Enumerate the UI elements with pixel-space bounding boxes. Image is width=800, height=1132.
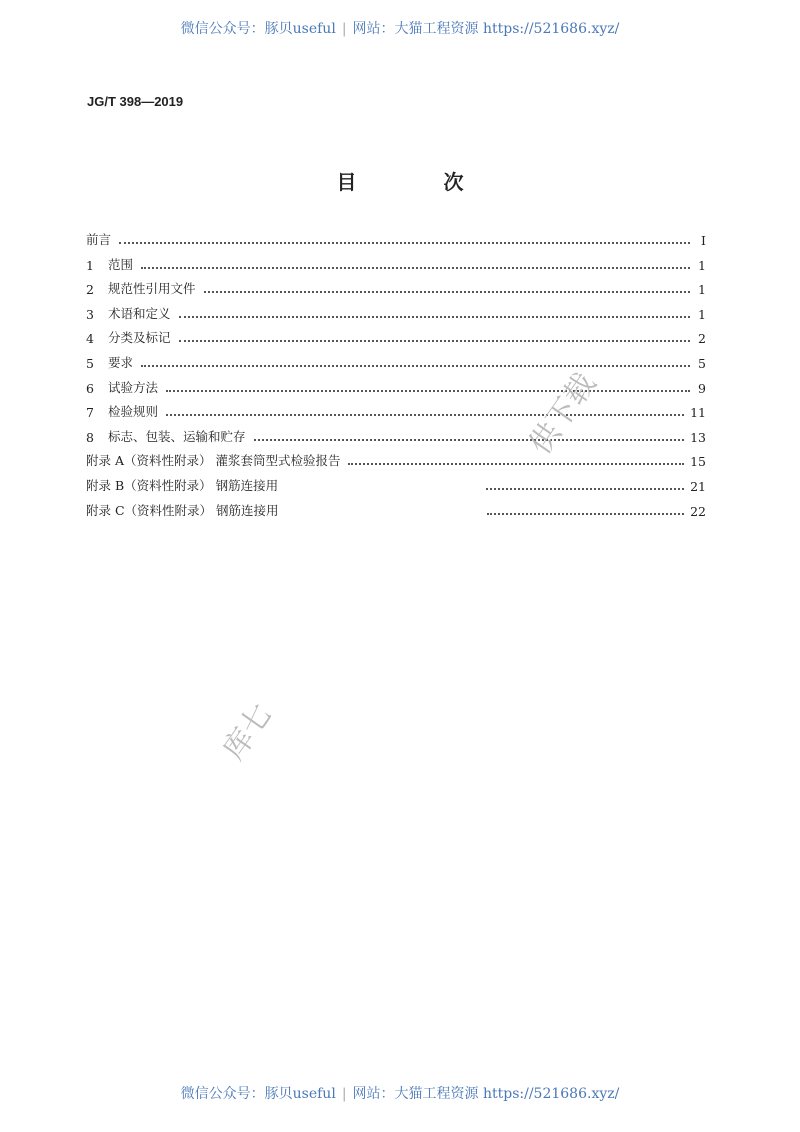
toc-page: 1 <box>698 282 706 298</box>
toc-page: 1 <box>698 306 706 322</box>
toc-number: 5 <box>86 356 94 371</box>
website-text: 网站：大猫工程资源 https://521686.xyz/ <box>352 1086 620 1102</box>
page-title: 目 次 <box>336 170 504 194</box>
toc-entry[interactable] <box>86 328 706 346</box>
toc-page: 13 <box>690 429 706 445</box>
separator: | <box>341 21 347 37</box>
toc-entry[interactable] <box>86 476 706 494</box>
leader-dots <box>179 316 690 318</box>
leader-dots <box>166 414 684 416</box>
toc-page: 2 <box>698 331 706 347</box>
toc-entry[interactable] <box>86 501 706 519</box>
toc-number: 6 <box>86 380 94 396</box>
toc-number: 2 <box>86 282 94 298</box>
toc-label: 附录 B（资料性附录） 钢筋连接用 <box>86 478 279 493</box>
leader-dots <box>141 267 690 269</box>
toc-entry[interactable] <box>86 353 706 371</box>
header-banner <box>0 18 800 38</box>
toc-number: 4 <box>86 331 94 347</box>
toc-page: 1 <box>698 257 706 273</box>
toc-number: 7 <box>86 405 94 421</box>
watermark: 库七 <box>216 697 280 767</box>
watermark: 供下载 <box>522 367 604 461</box>
website-text: 网站：大猫工程资源 https://521686.xyz/ <box>352 21 620 37</box>
toc-page: 15 <box>690 454 706 470</box>
toc-label: 试验方法 <box>108 379 159 395</box>
leader-dots <box>486 488 684 490</box>
toc-entry[interactable] <box>86 230 706 248</box>
toc-number: 3 <box>86 306 94 322</box>
toc-page: 11 <box>690 405 706 421</box>
toc-label: 附录 C（资料性附录） 钢筋连接用 <box>86 502 279 518</box>
toc-entry[interactable] <box>86 427 706 445</box>
toc-entry[interactable] <box>86 279 706 297</box>
toc-page: 22 <box>690 503 706 519</box>
leader-dots <box>254 439 685 441</box>
leader-dots <box>204 291 690 293</box>
toc-entry[interactable] <box>86 451 706 469</box>
toc-number: 8 <box>86 429 94 445</box>
wechat-text: 微信公众号：豚贝useful <box>180 21 336 37</box>
toc-entry[interactable] <box>86 304 706 322</box>
toc-page: 9 <box>698 380 706 396</box>
toc-label: 要求 <box>108 355 134 370</box>
toc-page: 21 <box>690 479 706 494</box>
toc-label: 分类及标记 <box>108 330 171 346</box>
leader-dots <box>487 513 685 515</box>
toc-label: 规范性引用文件 <box>108 281 196 297</box>
toc-entry[interactable] <box>86 255 706 273</box>
footer-banner <box>0 1083 800 1103</box>
toc-page: Ⅰ <box>701 233 706 248</box>
standard-number: JG/T 398—2019 <box>87 94 184 109</box>
wechat-text: 微信公众号：豚贝useful <box>180 1086 336 1102</box>
toc-label: 范围 <box>108 256 134 272</box>
separator: | <box>341 1086 347 1102</box>
toc-label: 标志、包装、运输和贮存 <box>108 428 246 444</box>
toc-label: 检验规则 <box>108 404 159 420</box>
toc-number: 1 <box>86 257 94 273</box>
toc-label: 前言 <box>86 232 112 247</box>
toc-label: 术语和定义 <box>108 305 171 321</box>
toc-entry[interactable] <box>86 378 706 396</box>
leader-dots <box>348 463 684 465</box>
leader-dots <box>166 390 690 392</box>
toc-page: 5 <box>698 356 706 371</box>
leader-dots <box>141 365 690 367</box>
toc-label: 附录 A（资料性附录） 灌浆套筒型式检验报告 <box>86 453 341 469</box>
leader-dots <box>119 242 690 244</box>
toc-entry[interactable] <box>86 402 706 420</box>
leader-dots <box>179 340 690 342</box>
